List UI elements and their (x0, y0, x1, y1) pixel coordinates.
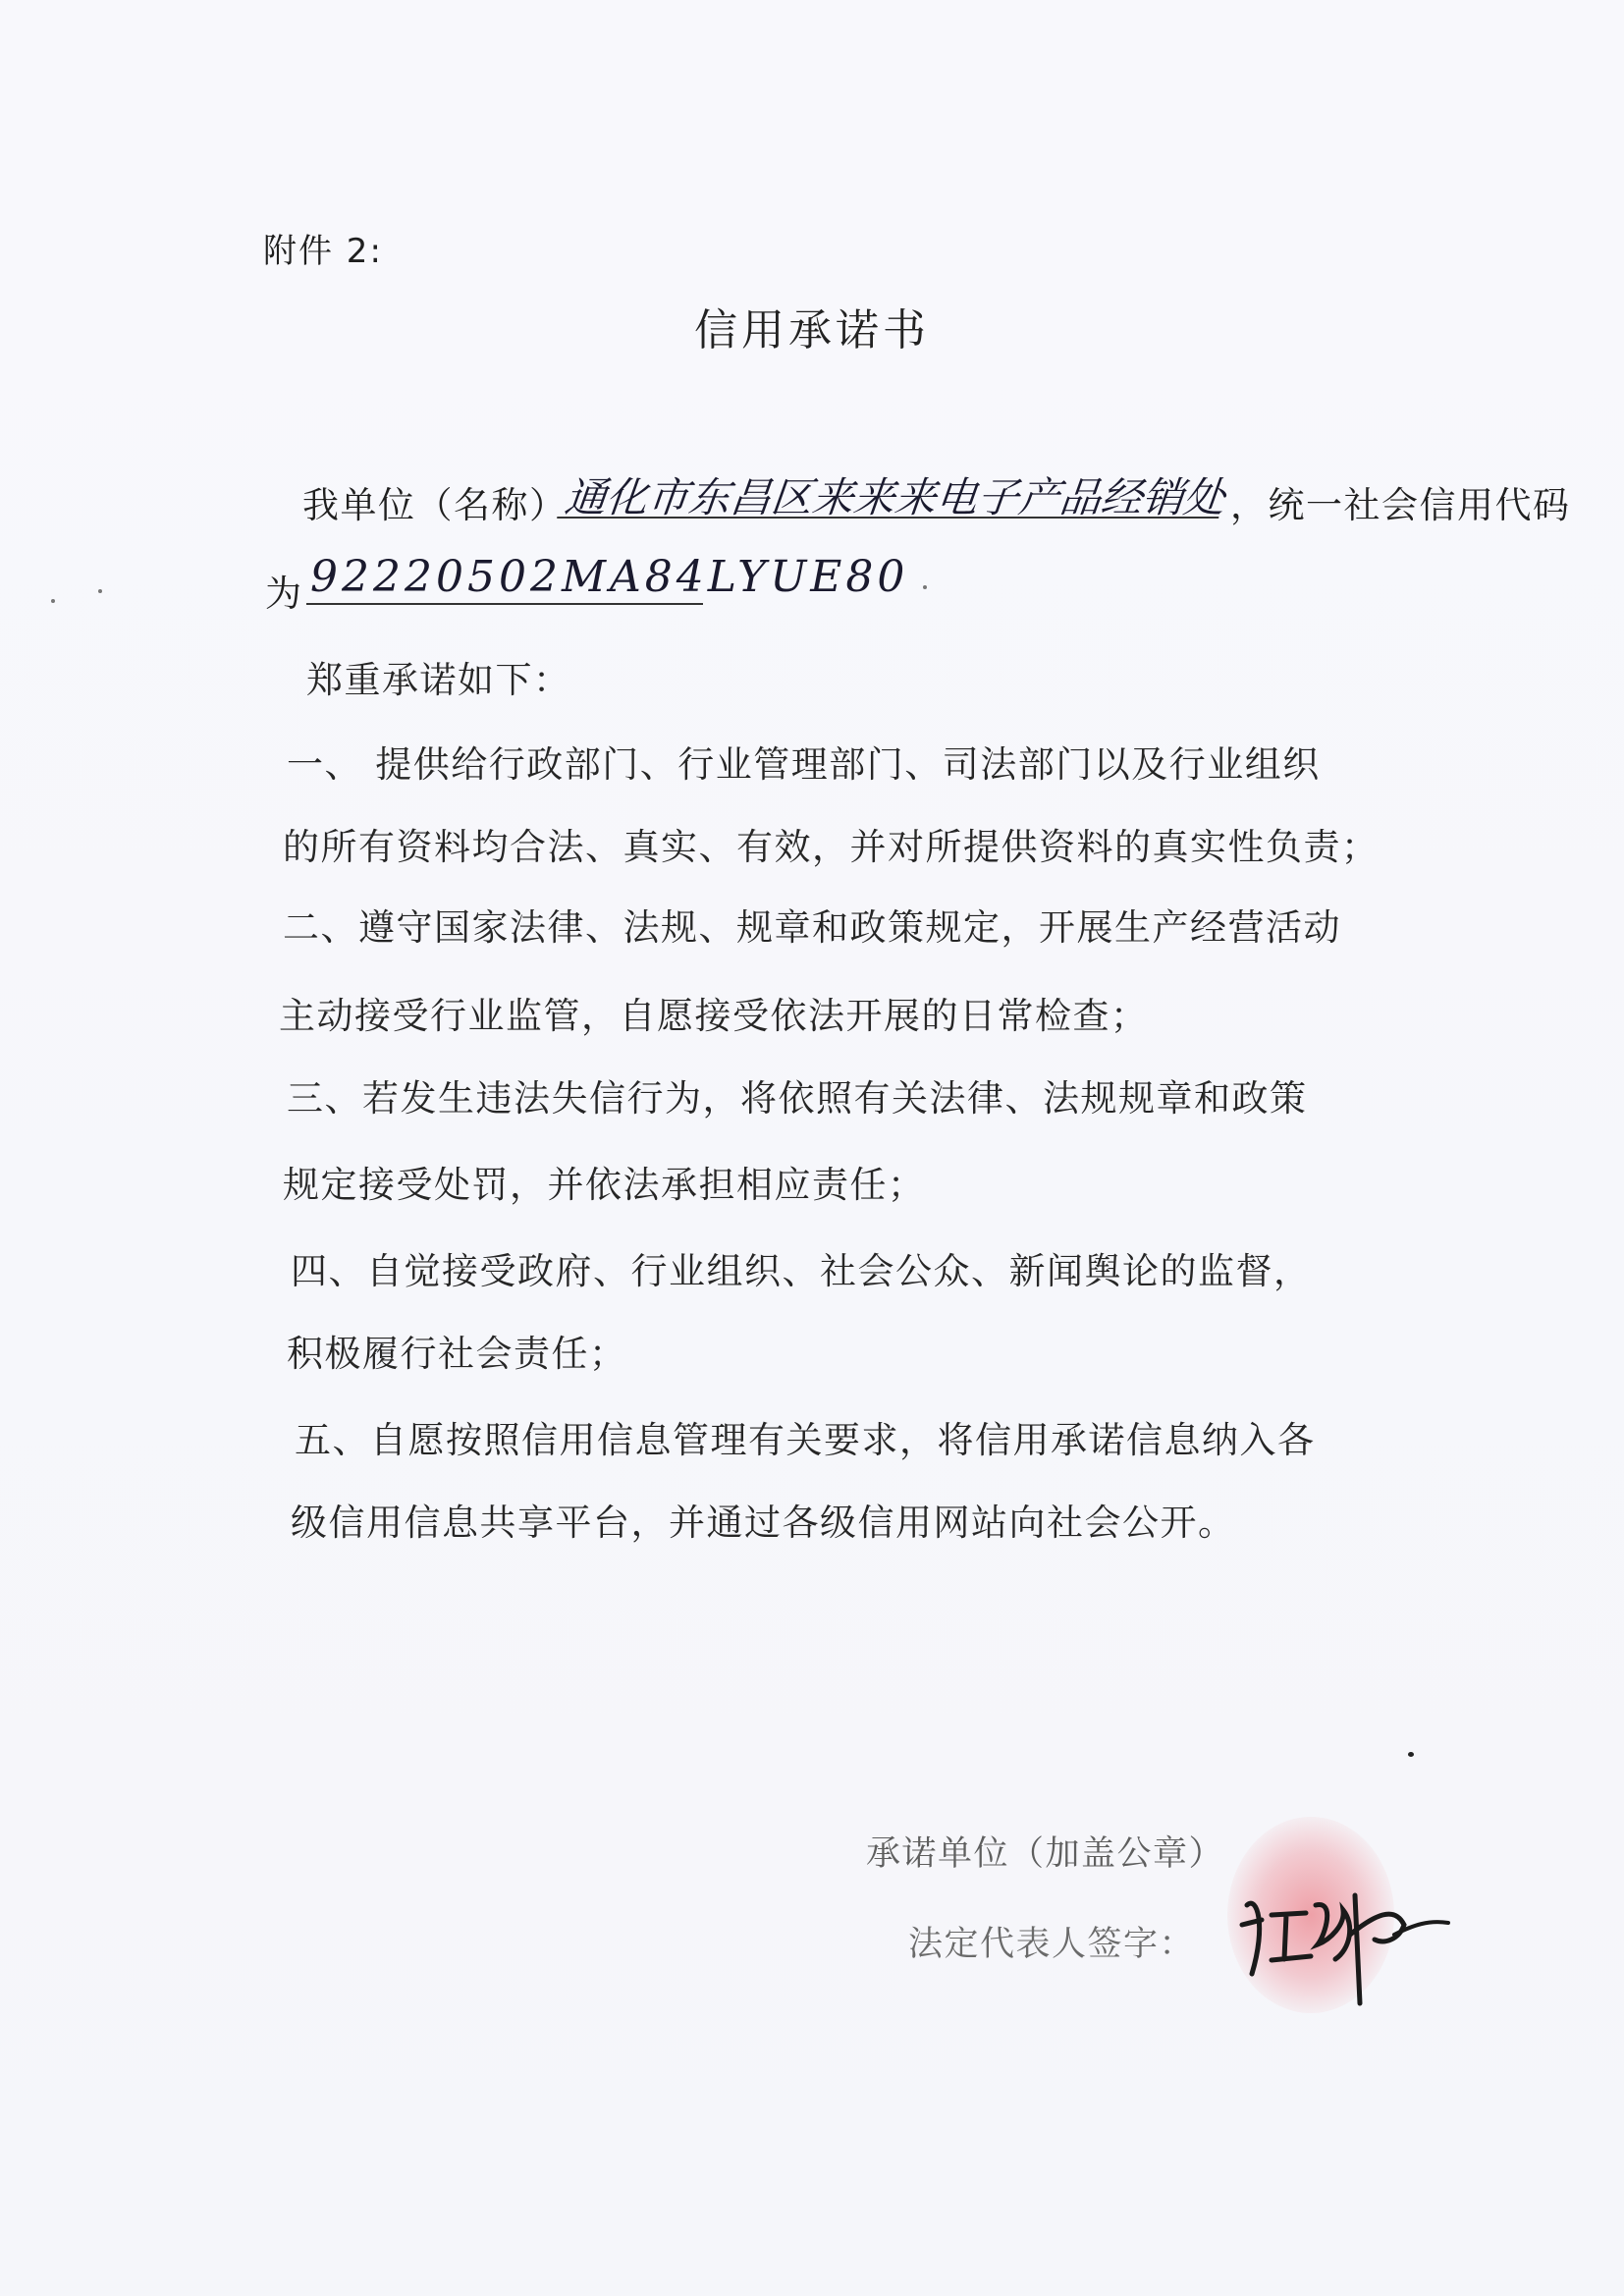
legal-rep-label: 法定代表人签字： (908, 1925, 1196, 1964)
item-1-line-1: 一、 提供给行政部门、行业管理部门、司法部门以及行业组织 (287, 743, 1321, 786)
attachment-label: 附件 2: (263, 232, 383, 271)
item-5-line-1: 五、自愿按照信用信息管理有关要求，将信用承诺信息纳入各 (295, 1419, 1316, 1461)
handwritten-signature (1227, 1866, 1463, 2013)
item-3-line-1: 三、若发生违法失信行为，将依照有关法律、法规规章和政策 (287, 1077, 1308, 1120)
handwritten-name: 通化市东昌区来来来电子产品经销处 (562, 473, 1228, 521)
promise-heading: 郑重承诺如下： (306, 659, 571, 701)
code-prefix: 为 (265, 573, 301, 615)
name-field (557, 465, 1228, 521)
scan-speck (98, 589, 102, 593)
name-suffix: ，统一社会信用代码 (1230, 484, 1571, 526)
document-title: 信用承诺书 (694, 305, 930, 355)
name-prefix: 我单位（名称） (302, 484, 568, 526)
item-5-line-2: 级信用信息共享平台，并通过各级信用网站向社会公开。 (291, 1502, 1236, 1544)
scan-speck (51, 599, 55, 603)
item-4-line-1: 四、自觉接受政府、行业组织、社会公众、新闻舆论的监督， (291, 1250, 1312, 1292)
item-2-line-1: 二、遵守国家法律、法规、规章和政策规定，开展生产经营活动 (283, 906, 1341, 949)
committing-unit-label: 承诺单位（加盖公章） (866, 1834, 1225, 1874)
item-4-line-2: 积极履行社会责任； (287, 1333, 627, 1375)
item-1-line-2: 的所有资料均合法、真实、有效，并对所提供资料的真实性负责； (283, 826, 1380, 868)
item-2-line-2: 主动接受行业监管，自愿接受依法开展的日常检查； (279, 995, 1149, 1037)
code-field (306, 550, 909, 605)
handwritten-code: 92220502MA84LYUE80 (310, 552, 909, 602)
item-3-line-2: 规定接受处罚，并依法承担相应责任； (283, 1164, 926, 1206)
scan-speck (923, 585, 927, 589)
scan-speck (1408, 1752, 1414, 1757)
